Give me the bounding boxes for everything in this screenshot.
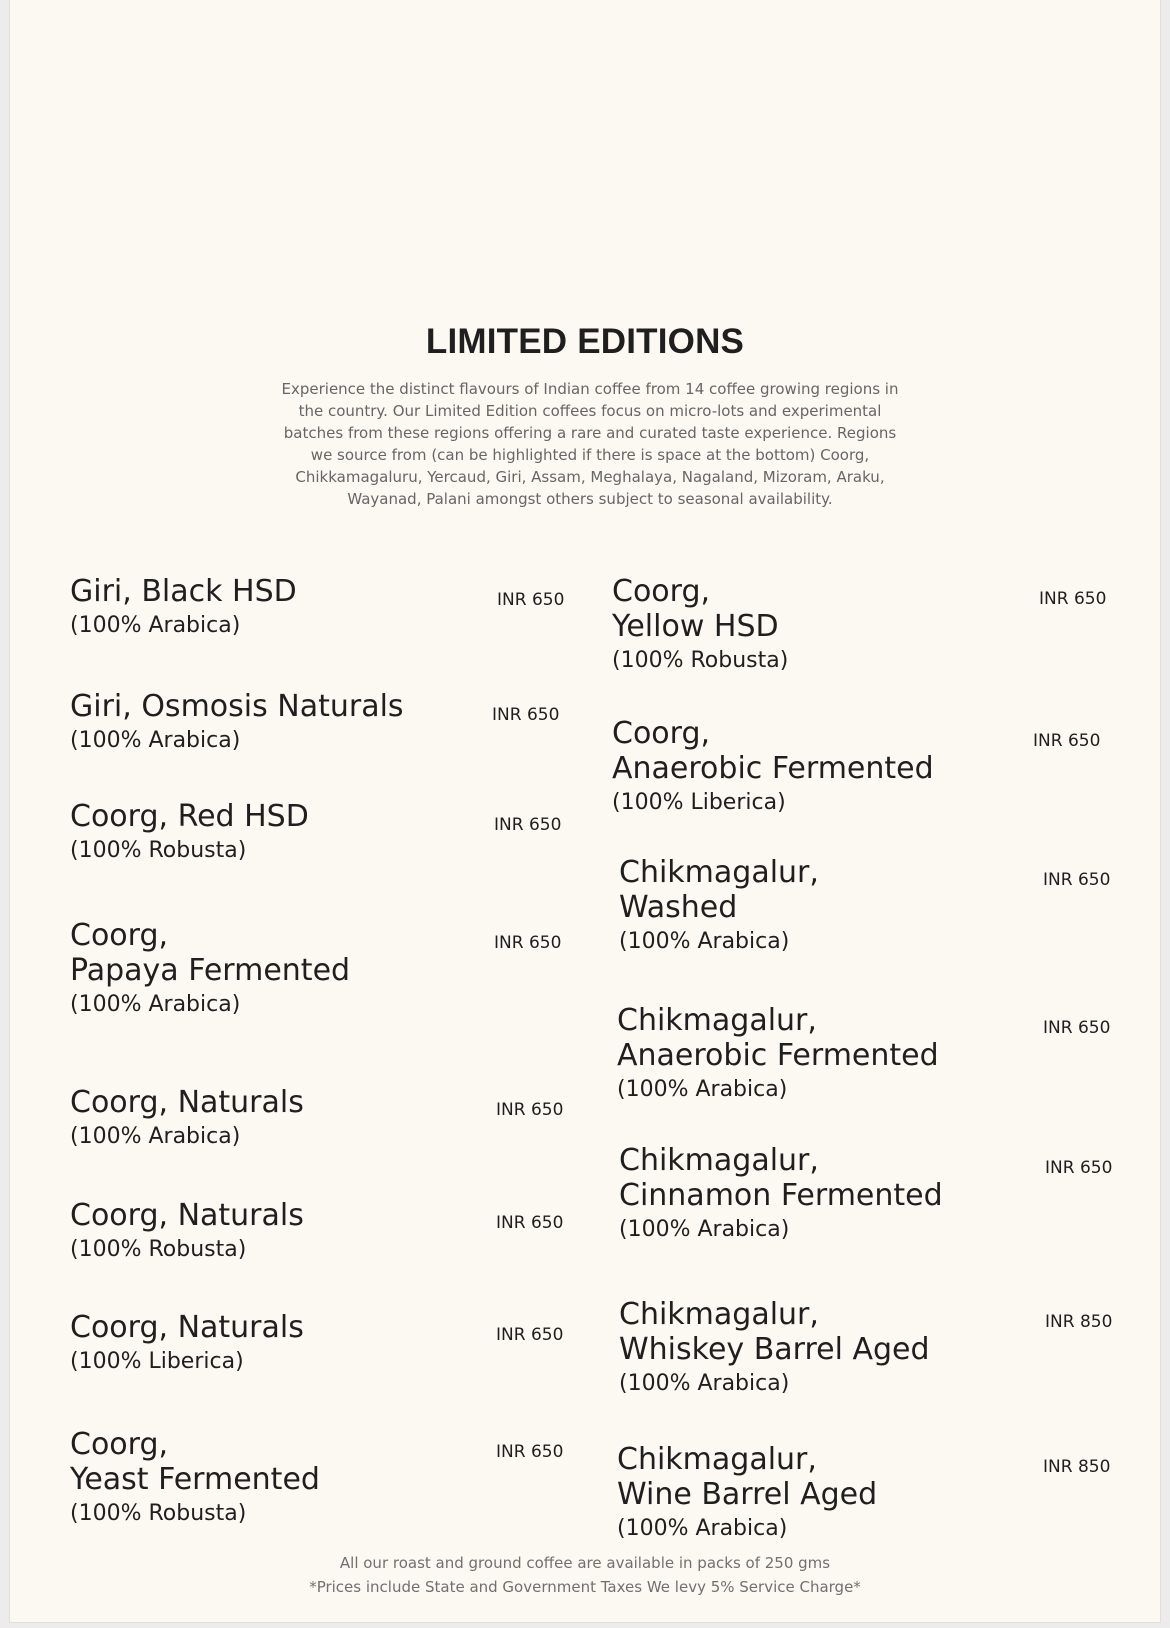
item-name: Coorg, Naturals [70,1198,304,1233]
menu-item [617,1003,939,1105]
menu-item [619,1143,943,1245]
item-price: INR 650 [1033,731,1101,751]
tax-note: *Prices include State and Government Taxes We levy 5% Service Charge* [309,1578,861,1596]
item-variety: (100% Arabica) [619,1371,790,1396]
item-price: INR 850 [1043,1457,1111,1477]
page-title: LIMITED EDITIONS [425,322,745,361]
intro-line: batches from these regions offering a rare and curated taste experience. Regions [283,424,897,442]
item-name: Coorg, Red HSD [70,799,309,834]
item-price: INR 650 [1039,589,1107,609]
item-price: INR 650 [497,590,565,610]
item-variety: (100% Arabica) [617,1077,788,1102]
item-price: INR 650 [496,1100,564,1120]
item-variety: (100% Arabica) [70,728,241,753]
item-name: Coorg, Yeast Fermented [70,1427,320,1497]
item-price: INR 650 [1043,1018,1111,1038]
menu-item [617,1442,877,1544]
item-price: INR 850 [1045,1312,1113,1332]
item-variety: (100% Robusta) [70,838,247,863]
item-variety: (100% Arabica) [617,1516,788,1541]
menu-item [70,689,404,756]
menu-item [70,1198,304,1265]
intro-line: Wayanad, Palani amongst others subject to seasonal availability. [347,490,833,508]
item-price: INR 650 [1043,870,1111,890]
intro-line: Chikkamagaluru, Yercaud, Giri, Assam, Meghalaya, Nagaland, Mizoram, Araku, [295,468,885,486]
item-name: Coorg, Naturals [70,1085,304,1120]
intro-line: the country. Our Limited Edition coffees focus on micro-lots and experimental [298,402,882,420]
item-variety: (100% Arabica) [619,929,790,954]
menu-item [619,1297,930,1399]
item-price: INR 650 [494,933,562,953]
item-name: Chikmagalur, Whiskey Barrel Aged [619,1297,930,1367]
item-price: INR 650 [1045,1158,1113,1178]
item-name: Chikmagalur, Wine Barrel Aged [617,1442,878,1512]
item-name: Chikmagalur, Anaerobic Fermented [617,1003,939,1073]
item-name: Giri, Osmosis Naturals [70,689,404,724]
item-variety: (100% Robusta) [70,1237,247,1262]
intro-line: Experience the distinct flavours of Indian coffee from 14 coffee growing regions in [281,380,899,398]
item-name: Coorg, Papaya Fermented [70,918,351,988]
item-variety: (100% Robusta) [70,1501,247,1526]
item-variety: (100% Arabica) [619,1217,790,1242]
item-variety: (100% Arabica) [70,1124,241,1149]
menu-item [612,716,934,818]
menu-item [70,1085,304,1152]
intro-line: we source from (can be highlighted if there is space at the bottom) Coorg, [310,446,870,464]
item-variety: (100% Arabica) [70,992,241,1017]
item-name: Chikmagalur, Cinnamon Fermented [619,1143,943,1213]
item-variety: (100% Liberica) [612,790,786,815]
item-name: Coorg, Yellow HSD [612,574,779,644]
item-price: INR 650 [496,1442,564,1462]
item-name: Coorg, Anaerobic Fermented [612,716,934,786]
menu-item [612,574,788,676]
menu-item [70,918,350,1020]
item-name: Chikmagalur, Washed [619,855,819,925]
menu-item [70,1427,320,1529]
intro-text [275,378,905,510]
item-price: INR 650 [494,815,562,835]
menu-item [70,799,309,866]
menu-item [70,1310,304,1377]
menu-page [10,0,1160,1622]
item-variety: (100% Robusta) [612,648,789,673]
item-variety: (100% Liberica) [70,1349,244,1374]
item-variety: (100% Arabica) [70,613,241,638]
item-name: Coorg, Naturals [70,1310,304,1345]
item-name: Giri, Black HSD [70,574,297,609]
item-price: INR 650 [492,705,560,725]
item-price: INR 650 [496,1325,564,1345]
item-price: INR 650 [496,1213,564,1233]
menu-item [619,855,819,957]
menu-item [70,574,297,641]
packs-note: All our roast and ground coffee are available in packs of 250 gms [339,1554,831,1572]
